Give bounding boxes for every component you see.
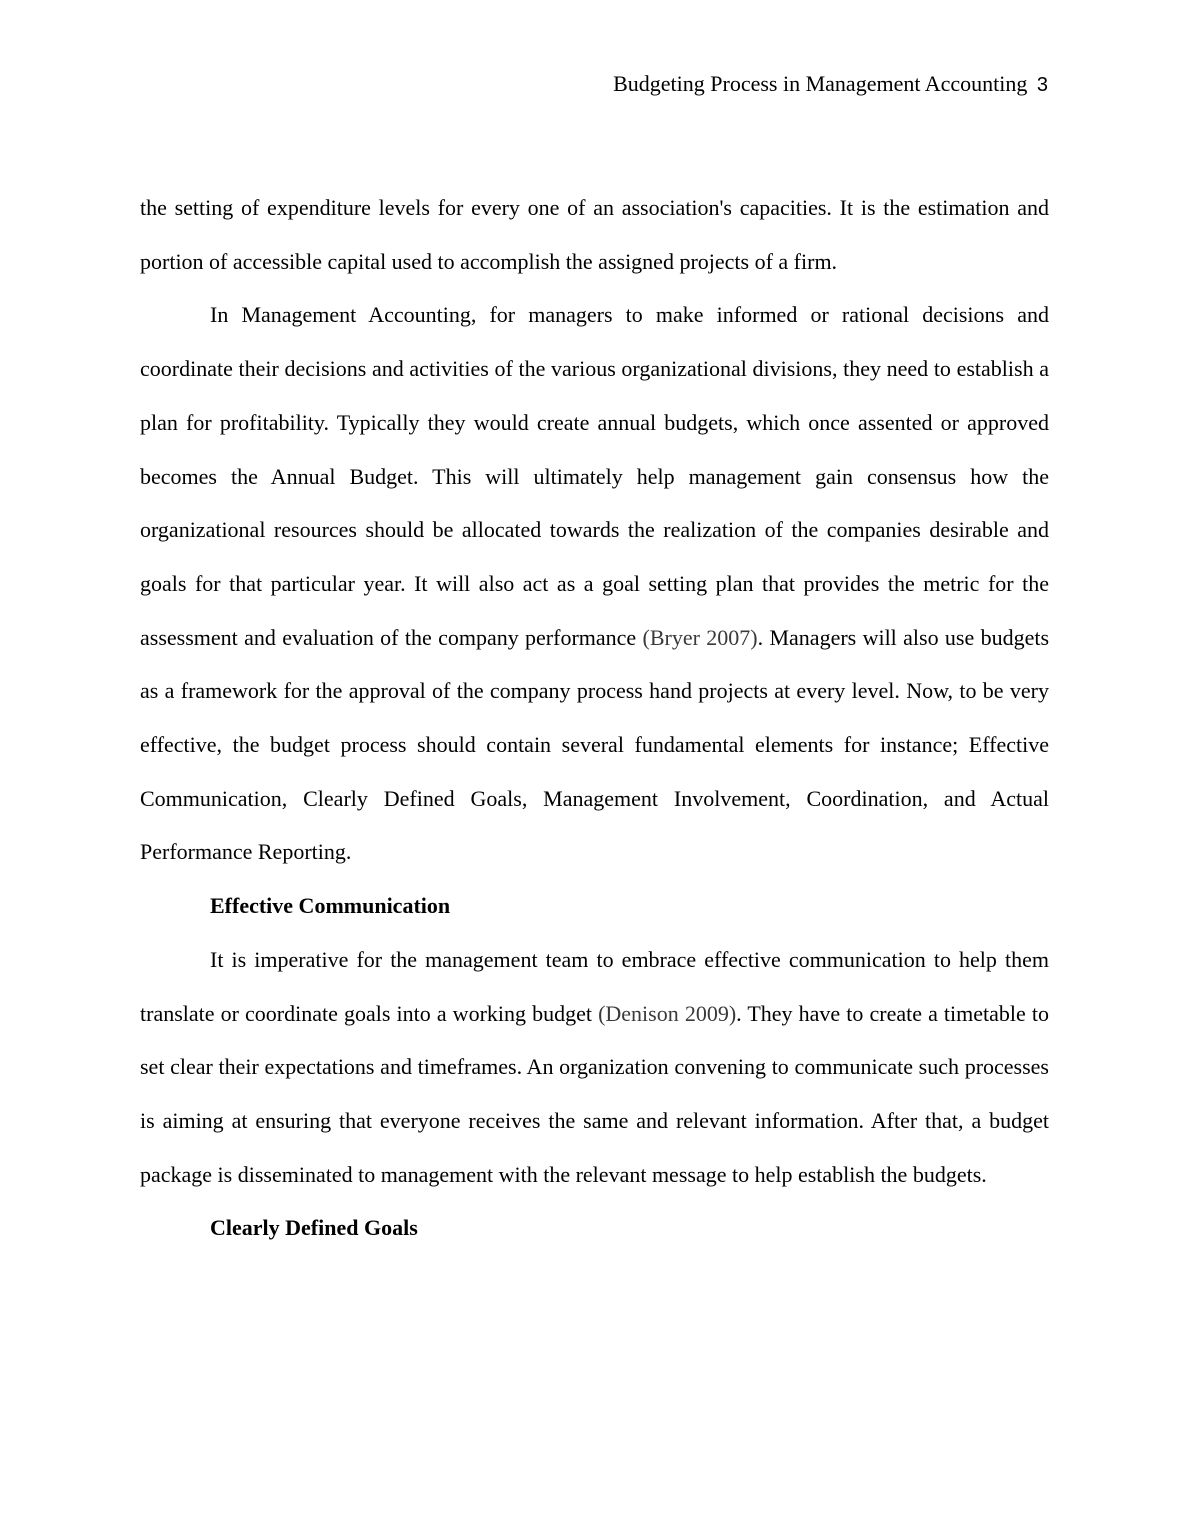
running-title: Budgeting Process in Management Accounting xyxy=(613,71,1028,96)
paragraph-text: In Management Accounting, for managers to make informed or rational decisions and coordinate their decisions and activities of the various organizational divisions, they need to establish a plan for profitability. Typically they would create annual budgets, which once assented or approved becomes the Annual Budget. This will ultimately help management gain consensus how the organizational resources should be allocated towards the realization of the companies desirable and goals for that particular year. It will also act as a goal setting plan that provides the metric for the assessment and evaluation of the company performance xyxy=(140,302,1049,650)
paragraph-text: . Managers will also use budgets as a framework for the approval of the company process hand projects at every level. Now, to be very effective, the budget process should contain several fundamental elements for instance; Effective Communication, Clearly Defined Goals, Management Involvement, Coordination, and Actual Performance Reporting. xyxy=(140,624,1050,865)
citation-bryer: (Bryer 2007) xyxy=(642,624,758,650)
paragraph-effective-communication xyxy=(140,933,1049,1202)
paragraph-text: It is imperative for the management team to embrace effective communication to help them translate or coordinate goals into a working budget xyxy=(140,946,1049,1026)
paragraph-text: . They have to create a timetable to set clear their expectations and timeframes. An organization convening to communicate such processes is aiming at ensuring that everyone receives the same and relevant information. After that, a budget package is disseminated to management with the relevant message to help establish the budgets. xyxy=(140,1000,1049,1187)
section-heading-clearly-defined-goals: Clearly Defined Goals xyxy=(210,1215,418,1241)
page-number: 3 xyxy=(1036,74,1048,96)
section-heading-effective-communication: Effective Communication xyxy=(210,893,451,919)
running-header xyxy=(613,70,1048,99)
paragraph-management-accounting xyxy=(140,288,1049,879)
citation-denison: (Denison 2009) xyxy=(598,1000,737,1026)
paragraph-continuation: the setting of expenditure levels for every one of an association's capacities. It is the estimation and portion of accessible capital used to accomplish the assigned projects of a firm. xyxy=(140,195,1049,274)
document-body xyxy=(140,181,1049,1255)
